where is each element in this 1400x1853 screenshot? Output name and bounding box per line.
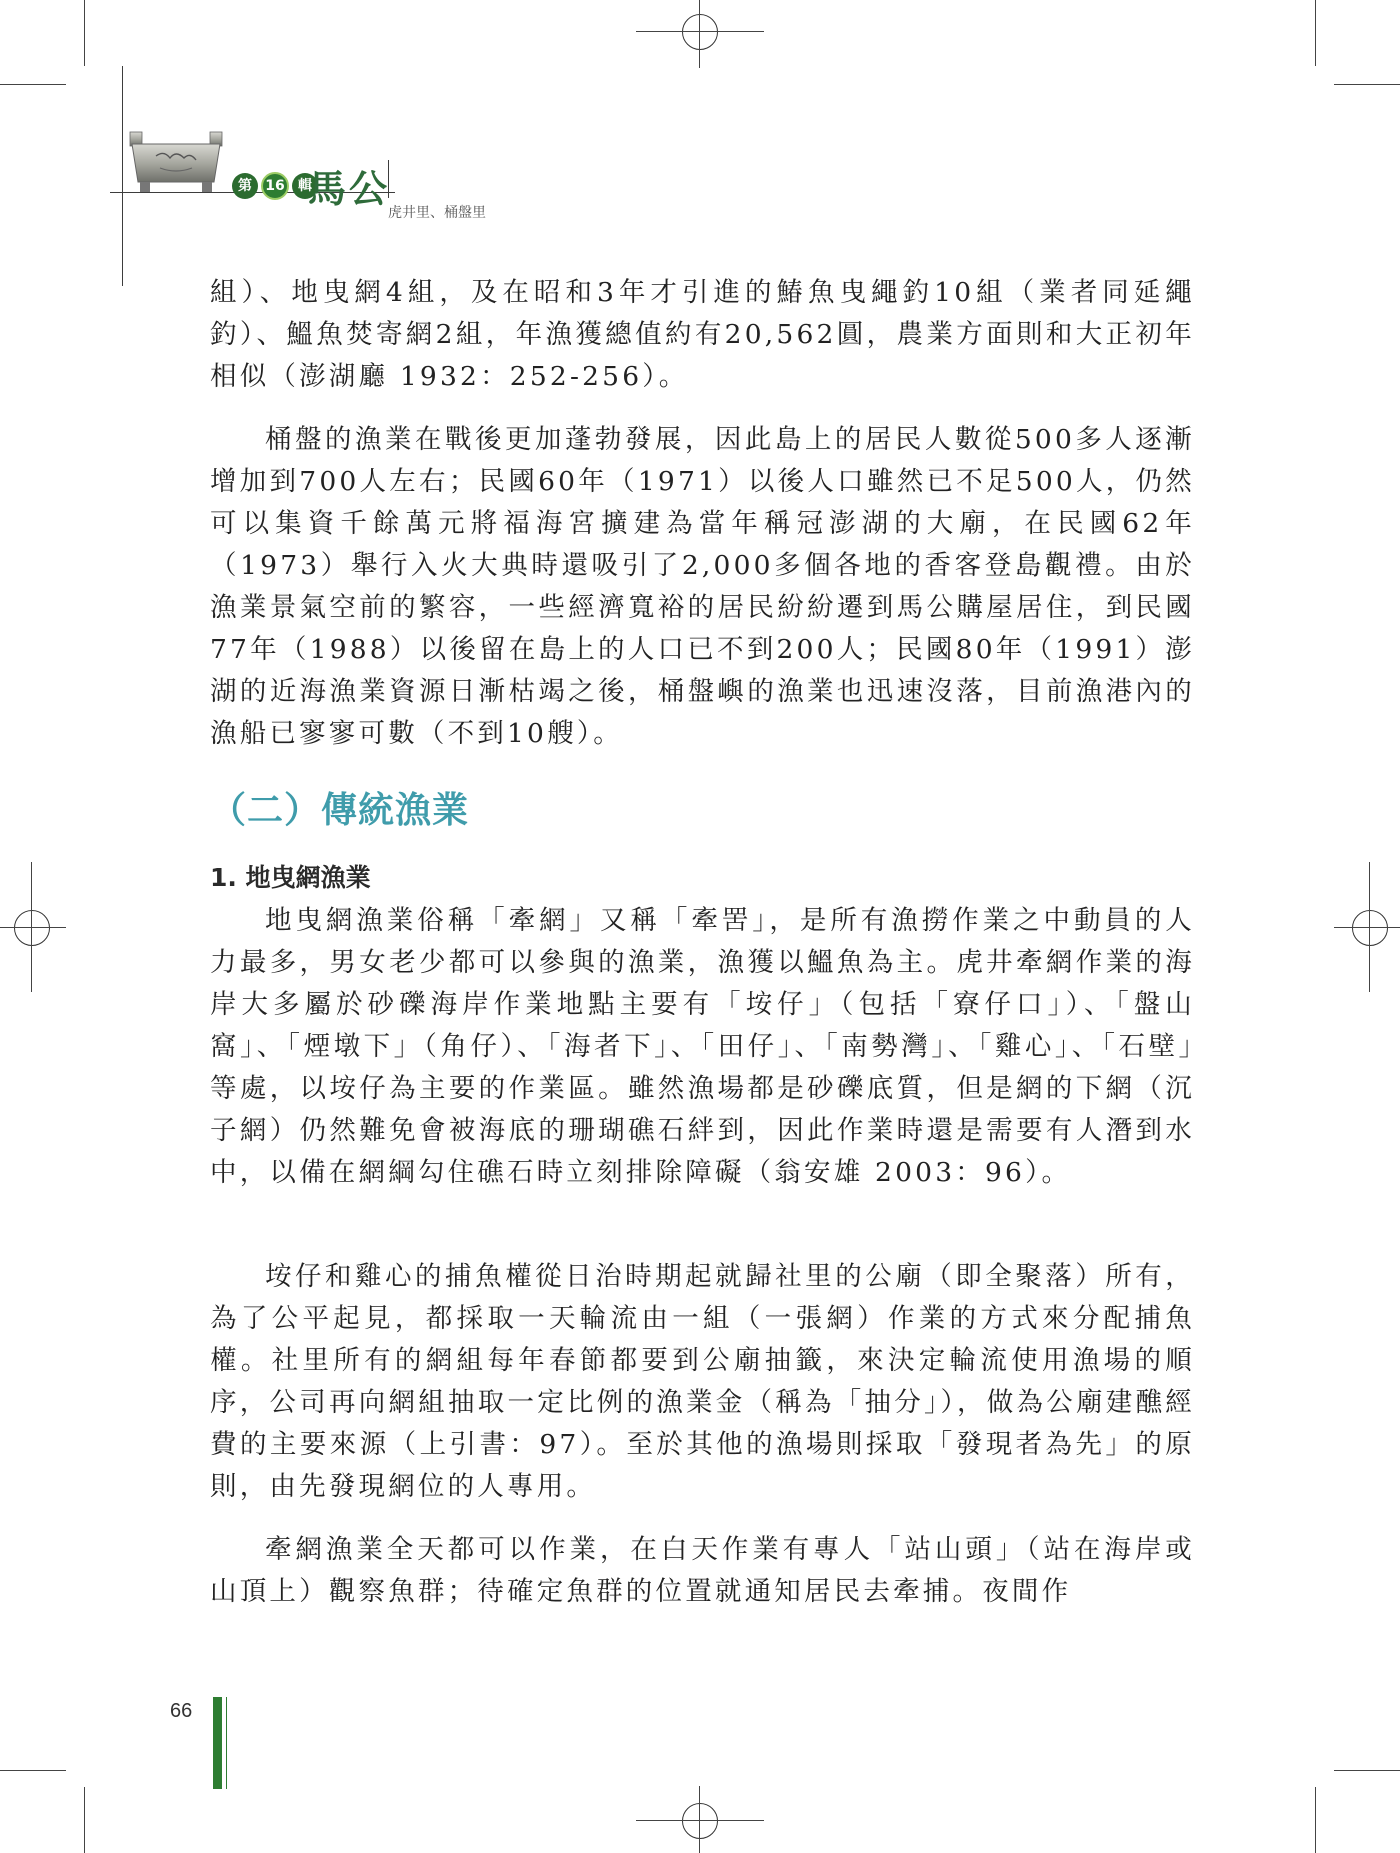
- paragraph-tongpan-fishery: 桶盤的漁業在戰後更加蓬勃發展，因此島上的居民人數從500多人逐漸增加到700人左右；民國60年（1971）以後人口雖然已不足500人，仍然可以集資千餘萬元將福海宮擴建為當年稱冠澎湖的大廟，在民國62年（1973）舉行入火大典時還吸引了2,000多個各地的香客登島觀禮。由於漁業景氣空前的繁容，一些經濟寬裕的居民紛紛遷到馬公購屋居住，到民國77年（1988）以後留在島上的人口已不到200人；民國80年（1991）澎湖的近海漁業資源日漸枯竭之後，桶盤嶼的漁業也迅速沒落，目前漁港內的漁船已寥寥可數（不到10艘）。: [210, 424, 1195, 749]
- paragraph-fishing-rights: 垵仔和雞心的捕魚權從日治時期起就歸社里的公廟（即全聚落）所有，為了公平起見，都採取一天輪流由一組（一張網）作業的方式來分配捕魚權。社里所有的網組每年春節都要到公廟抽籤，來決定輪流使用漁場的順序，公司再向網組抽取一定比例的漁業金（稱為「抽分」），做為公廟建醮經費的主要來源（上引書：97）。至於其他的漁場則採取「發現者為先」的原則，由先發現網位的人專用。: [210, 1261, 1195, 1502]
- paragraph-continuation: 組）、地曳網4組，及在昭和3年才引進的鰆魚曳繩釣10組（業者同延繩釣）、鰮魚焚寄網2組，年漁獲總值約有20,562圓，農業方面則和大正初年相似（澎湖廳 1932：252-256）。: [210, 277, 1195, 392]
- header-subtitle: 虎井里、桶盤里: [388, 205, 486, 221]
- stone-incense-burner-icon: [126, 126, 226, 196]
- series-number: 16: [261, 172, 289, 200]
- page-bar-thin: [226, 1697, 227, 1789]
- series-suffix: 輯: [292, 173, 318, 199]
- page-number: 66: [170, 1700, 193, 1722]
- book-title: 馬公: [308, 166, 391, 211]
- series-prefix: 第: [232, 173, 258, 199]
- section-heading: （二）傳統漁業: [210, 790, 470, 831]
- series-badge: [232, 172, 318, 200]
- header-vertical-rule: [122, 66, 123, 286]
- page-bar: [213, 1697, 222, 1789]
- paragraph-daily-operation: 牽網漁業全天都可以作業，在白天作業有專人「站山頭」（站在海岸或山頂上）觀察魚群；待確定魚群的位置就通知居民去牽捕。夜間作: [210, 1534, 1195, 1607]
- sub-heading: 1. 地曳網漁業: [210, 863, 371, 892]
- paragraph-beach-seine: 地曳網漁業俗稱「牽網」又稱「牽罟」，是所有漁撈作業之中動員的人力最多，男女老少都可以參與的漁業，漁獲以鰮魚為主。虎井牽網作業的海岸大多屬於砂礫海岸作業地點主要有「垵仔」（包括「寮仔口」）、「盤山窩」、「煙墩下」（角仔）、「海者下」、「田仔」、「南勢灣」、「雞心」、「石壁」等處，以垵仔為主要的作業區。雖然漁場都是砂礫底質，但是網的下網（沉子網）仍然難免會被海底的珊瑚礁石絆到，因此作業時還是需要有人潛到水中，以備在網綱勾住礁石時立刻排除障礙（翁安雄 2003：96）。: [210, 905, 1195, 1188]
